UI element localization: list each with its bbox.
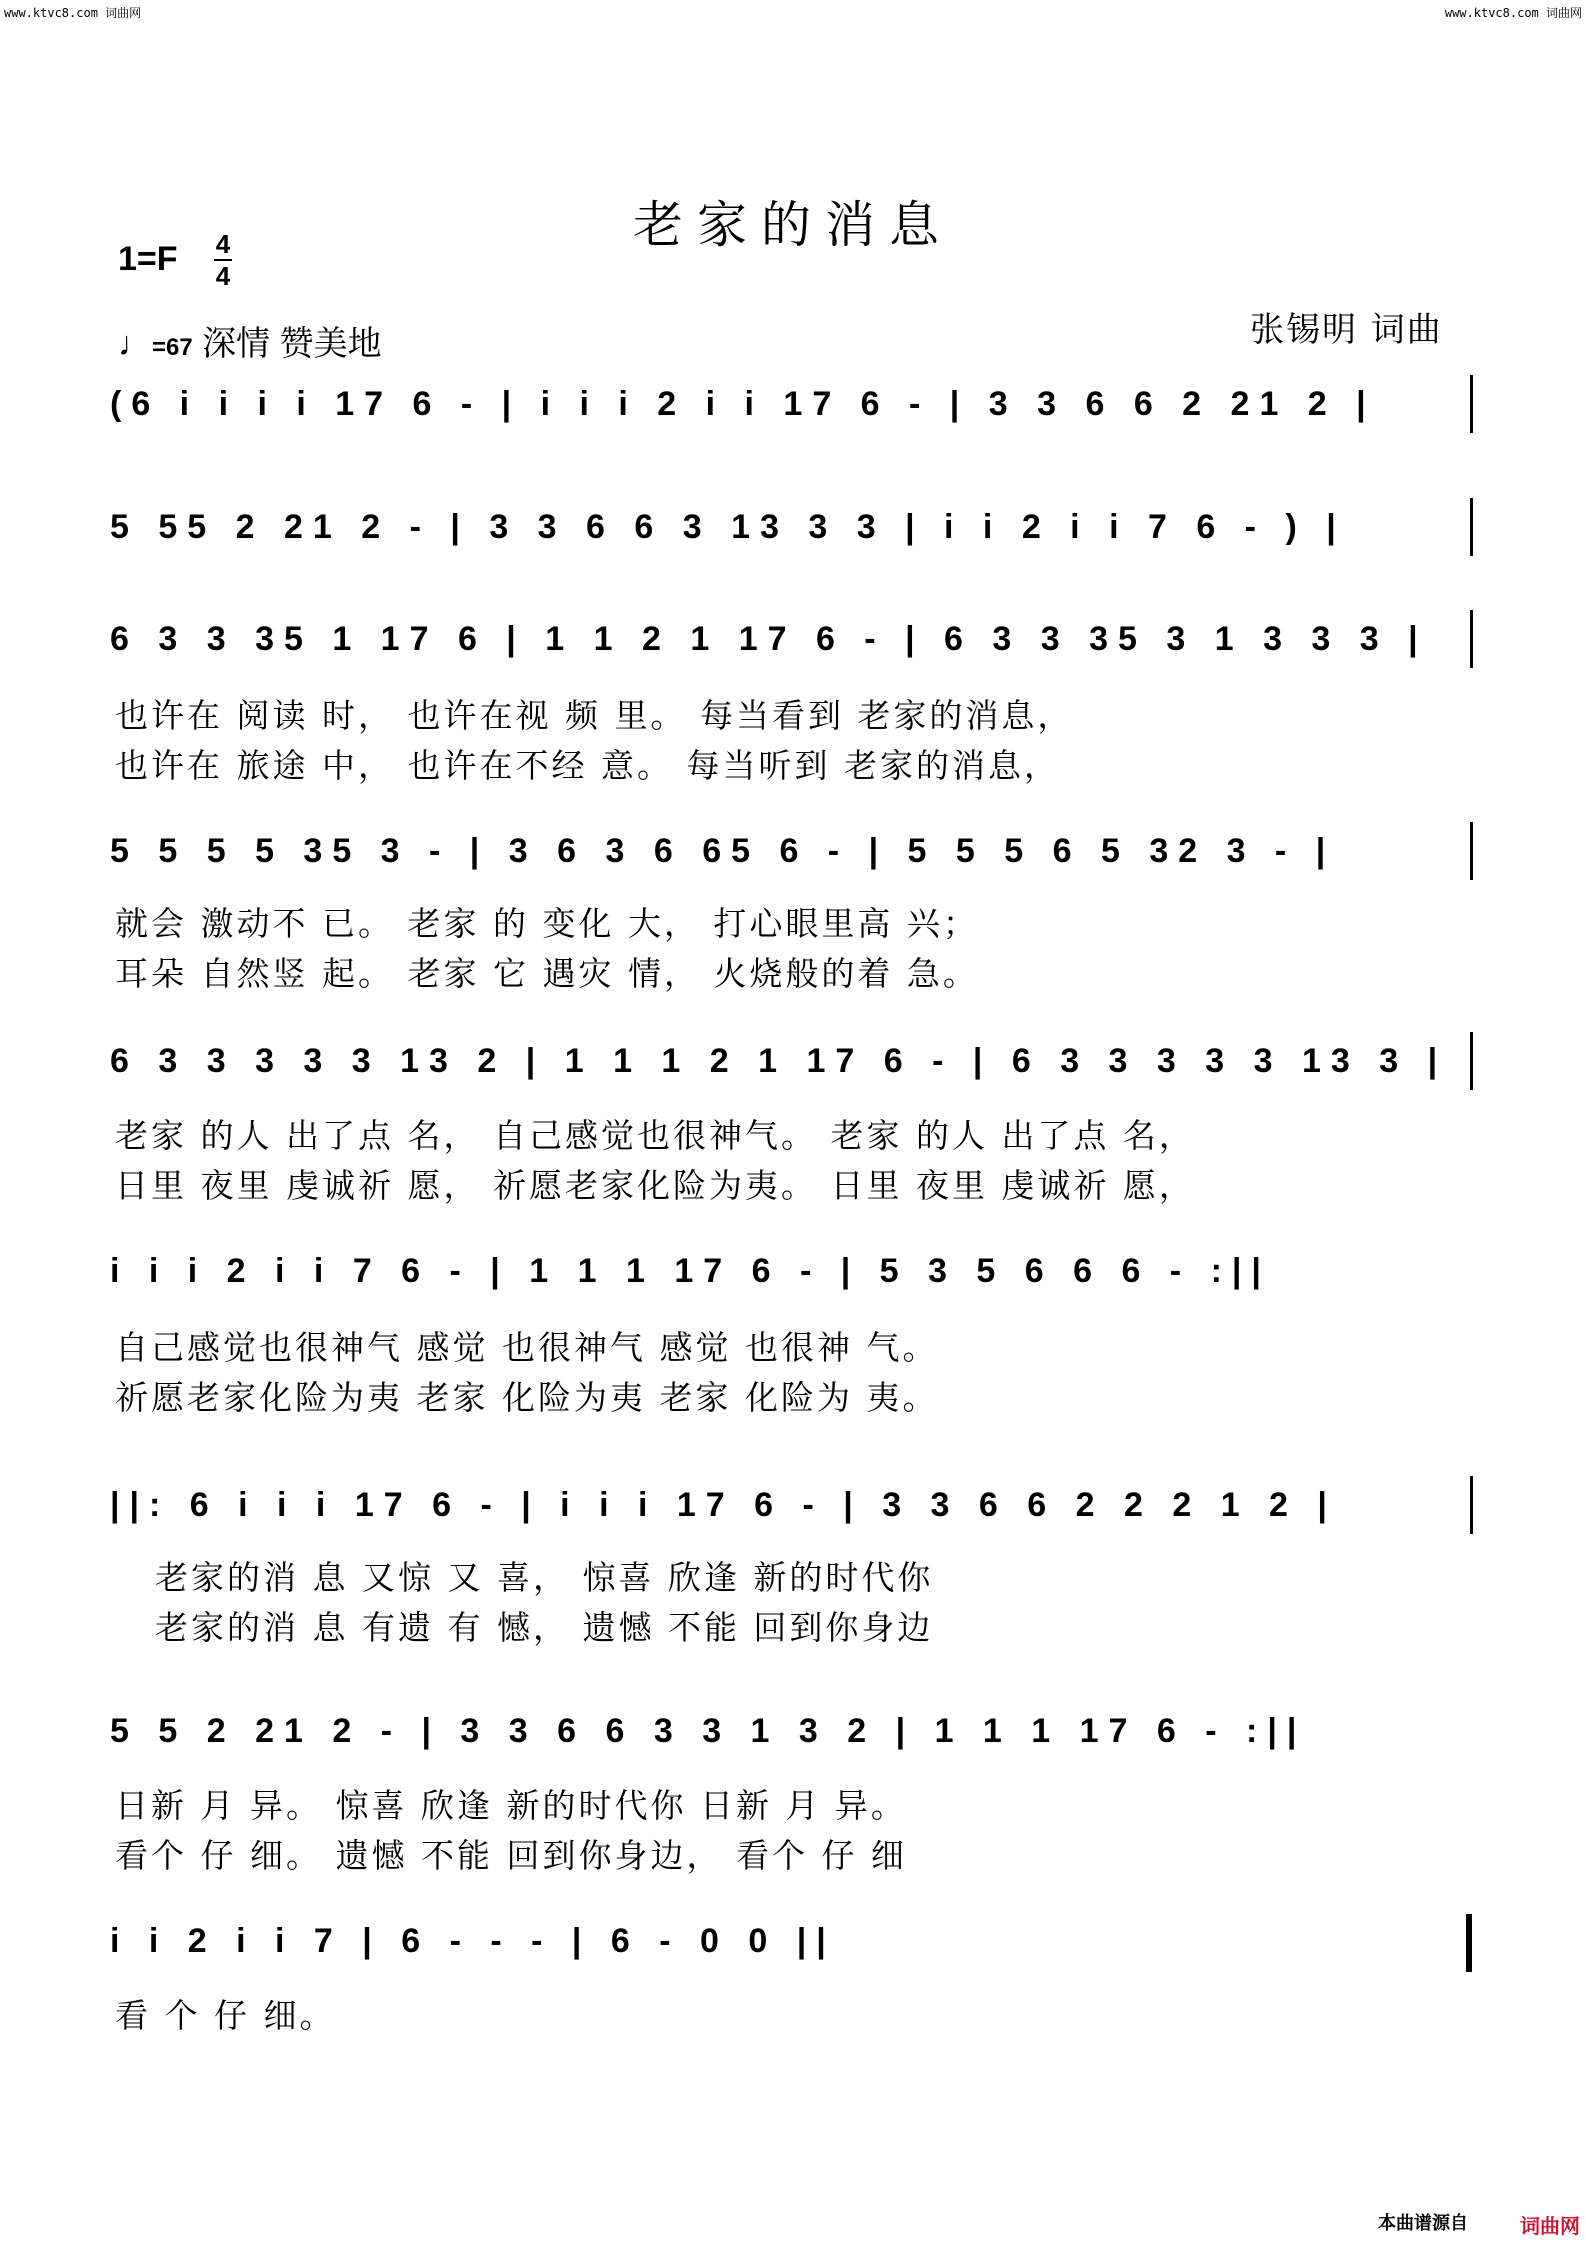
lyric-line-3-1: 也许在 阅读 时， 也许在视 频 里。 每当看到 老家的消息，	[115, 696, 1074, 735]
time-signature-top: 4	[215, 229, 231, 259]
author-credit: 张锡明 词曲	[1250, 310, 1443, 350]
score-system-4: 5 5 5 5 35 3 - | 3 6 3 6 65 6 - | 5 5 5 6 5 32 3 - |	[110, 832, 1336, 870]
lyric-line-6-1: 自己感觉也很神气 感觉 也很神气 感觉 也很神 气。	[115, 1328, 939, 1367]
lyric-line-6-2: 祈愿老家化险为夷 老家 化险为夷 老家 化险为 夷。	[115, 1378, 939, 1417]
tempo-expression: 深情 赞美地	[202, 325, 382, 363]
lyric-line-4-2: 耳朵 自然竖 起。 老家 它 遇灾 情， 火烧般的着 急。	[115, 954, 979, 993]
time-signature	[214, 230, 232, 290]
lyric-line-7-1: 老家的消 息 又惊 又 喜， 惊喜 欣逢 新的时代你	[155, 1558, 934, 1597]
score-system-9: i i 2 i i 7 | 6 - - - | 6 - 0 0 ||	[110, 1922, 836, 1960]
lyric-line-3-2: 也许在 旅途 中， 也许在不经 意。 每当听到 老家的消息，	[115, 746, 1060, 785]
barline	[1470, 498, 1473, 556]
tempo-bpm: =67	[152, 334, 193, 361]
final-barline	[1466, 1914, 1472, 1972]
lyric-line-9-1: 看 个 仔 细。	[115, 1996, 336, 2035]
source-url-right: www.ktvc8.com 词曲网	[1444, 6, 1582, 20]
lyric-line-5-1: 老家 的人 出了点 名， 自己感觉也很神气。 老家 的人 出了点 名，	[115, 1116, 1195, 1155]
lyric-line-8-1: 日新 月 异。 惊喜 欣逢 新的时代你 日新 月 异。	[115, 1786, 907, 1825]
lyric-line-7-2: 老家的消 息 有遗 有 憾， 遗憾 不能 回到你身边	[155, 1608, 934, 1647]
score-system-7: ||: 6 i i i 17 6 - | i i i 17 6 - | 3 3 6 6 2 2 2 1 2 |	[110, 1486, 1337, 1524]
key-signature: 1=F	[118, 240, 178, 278]
barline	[1470, 610, 1473, 668]
barline	[1470, 822, 1473, 880]
footer-logo: 词曲网	[1520, 2216, 1580, 2238]
tempo-marking	[118, 316, 382, 365]
time-signature-bottom: 4	[215, 261, 231, 291]
score-system-2: 5 55 2 21 2 - | 3 3 6 6 3 13 3 3 | i i 2 i i 7 6 - ) |	[110, 508, 1346, 546]
score-system-8: 5 5 2 21 2 - | 3 3 6 6 3 3 1 3 2 | 1 1 1 17 6 - :||	[110, 1712, 1307, 1750]
quarter-note-icon: ♩	[118, 325, 152, 363]
page-title: 老家的消息	[633, 196, 953, 254]
score-system-3: 6 3 3 35 1 17 6 | 1 1 2 1 17 6 - | 6 3 3 35 3 1 3 3 3 |	[110, 620, 1428, 658]
score-system-5: 6 3 3 3 3 3 13 2 | 1 1 1 2 1 17 6 - | 6 3 3 3 3 3 13 3 |	[110, 1042, 1448, 1080]
barline	[1470, 375, 1473, 433]
barline	[1470, 1032, 1473, 1090]
footer-source-text: 本曲谱源自	[1378, 2213, 1468, 2233]
score-system-6: i i i 2 i i 7 6 - | 1 1 1 17 6 - | 5 3 5 6 6 6 - :||	[110, 1252, 1271, 1290]
score-system-1: (6 i i i i 17 6 - | i i i 2 i i 17 6 - | 3 3 6 6 2 21 2 |	[110, 385, 1376, 423]
lyric-line-4-1: 就会 激动不 已。 老家 的 变化 大， 打心眼里高 兴；	[115, 904, 979, 943]
barline	[1470, 1476, 1473, 1534]
lyric-line-8-2: 看个 仔 细。 遗憾 不能 回到你身边， 看个 仔 细	[115, 1836, 907, 1875]
lyric-line-5-2: 日里 夜里 虔诚祈 愿， 祈愿老家化险为夷。 日里 夜里 虔诚祈 愿，	[115, 1166, 1195, 1205]
source-url-left: www.ktvc8.com 词曲网	[4, 6, 142, 20]
